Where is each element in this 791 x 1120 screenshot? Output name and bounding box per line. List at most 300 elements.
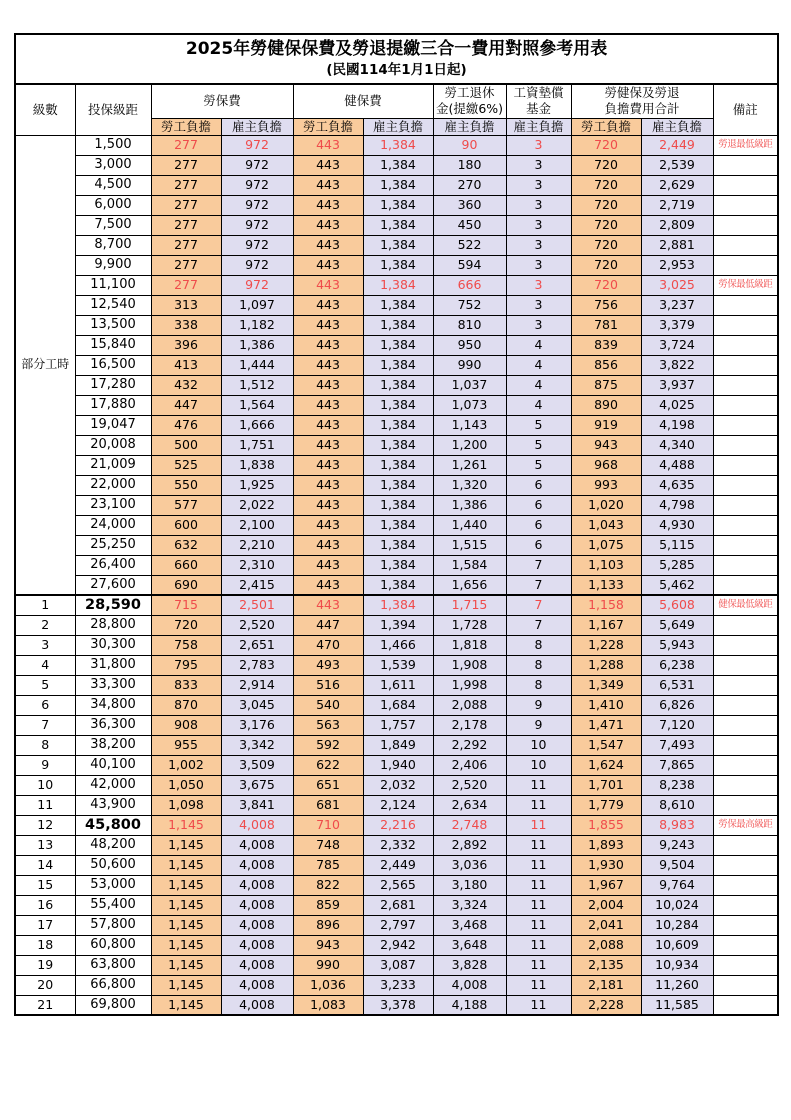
- value-cell: 720: [571, 235, 641, 255]
- value-cell: 1,145: [151, 895, 221, 915]
- level-cell: 8: [15, 735, 75, 755]
- remark-cell: [713, 335, 778, 355]
- value-cell: 447: [293, 615, 363, 635]
- value-cell: 3: [506, 155, 571, 175]
- value-cell: 5,649: [641, 615, 713, 635]
- value-cell: 1,384: [363, 435, 433, 455]
- value-cell: 443: [293, 555, 363, 575]
- table-row: [15, 355, 778, 375]
- value-cell: 7: [506, 555, 571, 575]
- bracket-cell: 33,300: [75, 675, 151, 695]
- table-row: [15, 855, 778, 875]
- value-cell: 11: [506, 835, 571, 855]
- value-cell: 2,228: [571, 995, 641, 1015]
- value-cell: 1,228: [571, 635, 641, 655]
- value-cell: 1,715: [433, 595, 506, 615]
- value-cell: 9,764: [641, 875, 713, 895]
- value-cell: 666: [433, 275, 506, 295]
- value-cell: 592: [293, 735, 363, 755]
- value-cell: 2,634: [433, 795, 506, 815]
- table-row: [15, 475, 778, 495]
- value-cell: 6: [506, 535, 571, 555]
- value-cell: 1,584: [433, 555, 506, 575]
- remark-cell: [713, 715, 778, 735]
- value-cell: 443: [293, 495, 363, 515]
- bracket-cell: 66,800: [75, 975, 151, 995]
- value-cell: 1,145: [151, 915, 221, 935]
- bracket-cell: 7,500: [75, 215, 151, 235]
- value-cell: 11: [506, 995, 571, 1015]
- table-row: [15, 575, 778, 595]
- value-cell: 1,167: [571, 615, 641, 635]
- bracket-cell: 53,000: [75, 875, 151, 895]
- value-cell: 1,384: [363, 155, 433, 175]
- remark-cell: [713, 855, 778, 875]
- value-cell: 6: [506, 495, 571, 515]
- value-cell: 1,143: [433, 415, 506, 435]
- value-cell: 2,041: [571, 915, 641, 935]
- value-cell: 4,008: [221, 995, 293, 1015]
- subheader-health-employer: 雇主負擔: [363, 118, 433, 135]
- value-cell: 11: [506, 955, 571, 975]
- value-cell: 1,384: [363, 275, 433, 295]
- value-cell: 9: [506, 695, 571, 715]
- value-cell: 6: [506, 515, 571, 535]
- table-row: [15, 995, 778, 1015]
- value-cell: 795: [151, 655, 221, 675]
- bracket-cell: 23,100: [75, 495, 151, 515]
- value-cell: 443: [293, 395, 363, 415]
- value-cell: 9,504: [641, 855, 713, 875]
- value-cell: 1,083: [293, 995, 363, 1015]
- pension-line1: 勞工退休: [444, 85, 495, 100]
- page-title: 2025年勞健保保費及勞退提繳三合一費用對照參考用表: [185, 39, 608, 60]
- value-cell: 3,937: [641, 375, 713, 395]
- value-cell: 1,320: [433, 475, 506, 495]
- value-cell: 277: [151, 235, 221, 255]
- remark-cell: [713, 755, 778, 775]
- remark-cell: [713, 215, 778, 235]
- value-cell: 11: [506, 855, 571, 875]
- bracket-cell: 69,800: [75, 995, 151, 1015]
- value-cell: 10: [506, 735, 571, 755]
- value-cell: 972: [221, 235, 293, 255]
- value-cell: 4,198: [641, 415, 713, 435]
- value-cell: 1,384: [363, 395, 433, 415]
- remark-cell: [713, 655, 778, 675]
- header-group-row: [15, 84, 778, 118]
- value-cell: 2,719: [641, 195, 713, 215]
- value-cell: 990: [433, 355, 506, 375]
- table-row: [15, 815, 778, 835]
- bracket-cell: 34,800: [75, 695, 151, 715]
- value-cell: 1,384: [363, 295, 433, 315]
- value-cell: 1,998: [433, 675, 506, 695]
- value-cell: 785: [293, 855, 363, 875]
- level-cell: 2: [15, 615, 75, 635]
- value-cell: 277: [151, 135, 221, 155]
- value-cell: 1,384: [363, 375, 433, 395]
- value-cell: 11: [506, 795, 571, 815]
- bracket-cell: 50,600: [75, 855, 151, 875]
- remark-cell: 健保最低級距: [713, 595, 778, 615]
- value-cell: 90: [433, 135, 506, 155]
- value-cell: 1,158: [571, 595, 641, 615]
- value-cell: 972: [221, 255, 293, 275]
- value-cell: 4,008: [433, 975, 506, 995]
- level-cell: 15: [15, 875, 75, 895]
- value-cell: 3,237: [641, 295, 713, 315]
- remark-cell: [713, 695, 778, 715]
- table-row: [15, 755, 778, 775]
- value-cell: 1,471: [571, 715, 641, 735]
- value-cell: 1,384: [363, 335, 433, 355]
- value-cell: 1,384: [363, 535, 433, 555]
- remark-cell: [713, 355, 778, 375]
- value-cell: 6,826: [641, 695, 713, 715]
- value-cell: 972: [221, 155, 293, 175]
- value-cell: 443: [293, 595, 363, 615]
- remark-cell: [713, 515, 778, 535]
- value-cell: 4,008: [221, 895, 293, 915]
- wage-fund-line2: 基金: [525, 101, 551, 117]
- value-cell: 651: [293, 775, 363, 795]
- value-cell: 3,828: [433, 955, 506, 975]
- bracket-cell: 40,100: [75, 755, 151, 775]
- bracket-cell: 6,000: [75, 195, 151, 215]
- table-title-cell: [15, 34, 778, 84]
- value-cell: 1,684: [363, 695, 433, 715]
- value-cell: 1,050: [151, 775, 221, 795]
- bracket-cell: 36,300: [75, 715, 151, 735]
- value-cell: 3,233: [363, 975, 433, 995]
- table-row: [15, 955, 778, 975]
- value-cell: 7: [506, 595, 571, 615]
- value-cell: 3: [506, 135, 571, 155]
- value-cell: 2,501: [221, 595, 293, 615]
- value-cell: 5,285: [641, 555, 713, 575]
- value-cell: 3: [506, 315, 571, 335]
- subheader-pension-employer: 雇主負擔: [433, 118, 506, 135]
- value-cell: 1,908: [433, 655, 506, 675]
- table-row: [15, 435, 778, 455]
- value-cell: 10,934: [641, 955, 713, 975]
- value-cell: 2,124: [363, 795, 433, 815]
- value-cell: 476: [151, 415, 221, 435]
- value-cell: 3,648: [433, 935, 506, 955]
- value-cell: 2,520: [433, 775, 506, 795]
- bracket-cell: 31,800: [75, 655, 151, 675]
- value-cell: 968: [571, 455, 641, 475]
- bracket-cell: 12,540: [75, 295, 151, 315]
- value-cell: 8,983: [641, 815, 713, 835]
- value-cell: 2,088: [571, 935, 641, 955]
- remark-cell: [713, 435, 778, 455]
- value-cell: 11: [506, 815, 571, 835]
- level-cell: 17: [15, 915, 75, 935]
- bracket-cell: 15,840: [75, 335, 151, 355]
- value-cell: 1,384: [363, 255, 433, 275]
- remark-cell: [713, 875, 778, 895]
- value-cell: 1,261: [433, 455, 506, 475]
- value-cell: 660: [151, 555, 221, 575]
- value-cell: 1,547: [571, 735, 641, 755]
- table-row: [15, 615, 778, 635]
- value-cell: 4,798: [641, 495, 713, 515]
- value-cell: 3: [506, 175, 571, 195]
- value-cell: 3: [506, 235, 571, 255]
- subheader-total-employer: 雇主負擔: [641, 118, 713, 135]
- value-cell: 919: [571, 415, 641, 435]
- value-cell: 720: [571, 155, 641, 175]
- wage-fund-line1: 工資墊償: [513, 85, 564, 100]
- value-cell: 3,025: [641, 275, 713, 295]
- value-cell: 6,531: [641, 675, 713, 695]
- value-cell: 1,925: [221, 475, 293, 495]
- value-cell: 1,384: [363, 215, 433, 235]
- value-cell: 550: [151, 475, 221, 495]
- level-cell: 9: [15, 755, 75, 775]
- bracket-cell: 20,008: [75, 435, 151, 455]
- table-row: [15, 655, 778, 675]
- value-cell: 2,210: [221, 535, 293, 555]
- value-cell: 2,449: [641, 135, 713, 155]
- value-cell: 4: [506, 375, 571, 395]
- value-cell: 1,539: [363, 655, 433, 675]
- bracket-cell: 38,200: [75, 735, 151, 755]
- value-cell: 875: [571, 375, 641, 395]
- value-cell: 1,384: [363, 475, 433, 495]
- remark-cell: [713, 495, 778, 515]
- bracket-cell: 48,200: [75, 835, 151, 855]
- value-cell: 1,386: [433, 495, 506, 515]
- value-cell: 8,238: [641, 775, 713, 795]
- part-time-label-cell: 部分工時: [15, 135, 75, 595]
- value-cell: 10,284: [641, 915, 713, 935]
- value-cell: 720: [571, 255, 641, 275]
- remark-cell: 勞保最低級距: [713, 275, 778, 295]
- value-cell: 522: [433, 235, 506, 255]
- table-row: [15, 975, 778, 995]
- bracket-cell: 55,400: [75, 895, 151, 915]
- value-cell: 943: [571, 435, 641, 455]
- bracket-cell: 25,250: [75, 535, 151, 555]
- table-row: [15, 135, 778, 155]
- value-cell: 2,629: [641, 175, 713, 195]
- table-row: [15, 595, 778, 615]
- value-cell: 1,701: [571, 775, 641, 795]
- value-cell: 1,384: [363, 515, 433, 535]
- remark-cell: [713, 295, 778, 315]
- value-cell: 2,809: [641, 215, 713, 235]
- table-row: [15, 555, 778, 575]
- value-cell: 10,024: [641, 895, 713, 915]
- value-cell: 1,145: [151, 875, 221, 895]
- value-cell: 5,115: [641, 535, 713, 555]
- remark-cell: [713, 415, 778, 435]
- value-cell: 1,656: [433, 575, 506, 595]
- value-cell: 443: [293, 455, 363, 475]
- value-cell: 450: [433, 215, 506, 235]
- value-cell: 11: [506, 935, 571, 955]
- value-cell: 516: [293, 675, 363, 695]
- value-cell: 1,930: [571, 855, 641, 875]
- value-cell: 822: [293, 875, 363, 895]
- value-cell: 632: [151, 535, 221, 555]
- value-cell: 1,036: [293, 975, 363, 995]
- value-cell: 4: [506, 335, 571, 355]
- value-cell: 4,008: [221, 935, 293, 955]
- value-cell: 2,292: [433, 735, 506, 755]
- value-cell: 9: [506, 715, 571, 735]
- col-header-total: [571, 84, 713, 118]
- value-cell: 859: [293, 895, 363, 915]
- value-cell: 1,751: [221, 435, 293, 455]
- col-header-remark: 備註: [713, 84, 778, 135]
- value-cell: 1,466: [363, 635, 433, 655]
- value-cell: 1,384: [363, 235, 433, 255]
- bracket-cell: 3,000: [75, 155, 151, 175]
- value-cell: 1,611: [363, 675, 433, 695]
- value-cell: 1,757: [363, 715, 433, 735]
- table-row: [15, 195, 778, 215]
- bracket-cell: 11,100: [75, 275, 151, 295]
- value-cell: 1,410: [571, 695, 641, 715]
- value-cell: 2,892: [433, 835, 506, 855]
- value-cell: 1,384: [363, 355, 433, 375]
- value-cell: 4,008: [221, 875, 293, 895]
- value-cell: 2,539: [641, 155, 713, 175]
- table-row: [15, 255, 778, 275]
- bracket-cell: 21,009: [75, 455, 151, 475]
- bracket-cell: 43,900: [75, 795, 151, 815]
- remark-cell: [713, 235, 778, 255]
- table-row: [15, 875, 778, 895]
- value-cell: 3,045: [221, 695, 293, 715]
- value-cell: 1,097: [221, 295, 293, 315]
- bracket-cell: 13,500: [75, 315, 151, 335]
- value-cell: 1,384: [363, 575, 433, 595]
- value-cell: 908: [151, 715, 221, 735]
- table-row: [15, 455, 778, 475]
- table-row: [15, 275, 778, 295]
- value-cell: 2,681: [363, 895, 433, 915]
- table-row: [15, 415, 778, 435]
- value-cell: 360: [433, 195, 506, 215]
- value-cell: 1,145: [151, 955, 221, 975]
- table-row: [15, 795, 778, 815]
- remark-cell: [713, 975, 778, 995]
- value-cell: 338: [151, 315, 221, 335]
- value-cell: 1,145: [151, 975, 221, 995]
- value-cell: 752: [433, 295, 506, 315]
- value-cell: 1,020: [571, 495, 641, 515]
- value-cell: 810: [433, 315, 506, 335]
- bracket-cell: 42,000: [75, 775, 151, 795]
- value-cell: 2,797: [363, 915, 433, 935]
- value-cell: 3: [506, 295, 571, 315]
- remark-cell: [713, 475, 778, 495]
- value-cell: 1,145: [151, 835, 221, 855]
- table-row: [15, 335, 778, 355]
- value-cell: 1,512: [221, 375, 293, 395]
- value-cell: 8: [506, 635, 571, 655]
- value-cell: 443: [293, 355, 363, 375]
- value-cell: 1,444: [221, 355, 293, 375]
- level-cell: 16: [15, 895, 75, 915]
- value-cell: 756: [571, 295, 641, 315]
- value-cell: 1,384: [363, 455, 433, 475]
- value-cell: 7,120: [641, 715, 713, 735]
- remark-cell: [713, 155, 778, 175]
- value-cell: 1,893: [571, 835, 641, 855]
- value-cell: 277: [151, 275, 221, 295]
- remark-cell: 勞保最高級距: [713, 815, 778, 835]
- value-cell: 3,036: [433, 855, 506, 875]
- value-cell: 3,342: [221, 735, 293, 755]
- value-cell: 493: [293, 655, 363, 675]
- value-cell: 443: [293, 315, 363, 335]
- value-cell: 3,180: [433, 875, 506, 895]
- remark-cell: 勞退最低級距: [713, 135, 778, 155]
- bracket-cell: 17,880: [75, 395, 151, 415]
- value-cell: 3,675: [221, 775, 293, 795]
- value-cell: 955: [151, 735, 221, 755]
- value-cell: 2,178: [433, 715, 506, 735]
- subheader-health-employee: 勞工負擔: [293, 118, 363, 135]
- value-cell: 443: [293, 375, 363, 395]
- value-cell: 4,008: [221, 835, 293, 855]
- table-row: [15, 735, 778, 755]
- value-cell: 4,488: [641, 455, 713, 475]
- value-cell: 4,635: [641, 475, 713, 495]
- value-cell: 4,008: [221, 815, 293, 835]
- value-cell: 1,940: [363, 755, 433, 775]
- value-cell: 443: [293, 175, 363, 195]
- value-cell: 4,008: [221, 975, 293, 995]
- value-cell: 2,783: [221, 655, 293, 675]
- value-cell: 443: [293, 155, 363, 175]
- table-body: [15, 135, 778, 1015]
- level-cell: 10: [15, 775, 75, 795]
- value-cell: 1,145: [151, 995, 221, 1015]
- value-cell: 720: [571, 275, 641, 295]
- level-cell: 1: [15, 595, 75, 615]
- value-cell: 4,340: [641, 435, 713, 455]
- col-header-level: 級數: [15, 84, 75, 135]
- value-cell: 2,216: [363, 815, 433, 835]
- value-cell: 9,243: [641, 835, 713, 855]
- remark-cell: [713, 255, 778, 275]
- value-cell: 2,953: [641, 255, 713, 275]
- table-row: [15, 235, 778, 255]
- value-cell: 720: [571, 195, 641, 215]
- value-cell: 443: [293, 475, 363, 495]
- level-cell: 20: [15, 975, 75, 995]
- value-cell: 443: [293, 515, 363, 535]
- level-cell: 19: [15, 955, 75, 975]
- value-cell: 2,914: [221, 675, 293, 695]
- value-cell: 2,032: [363, 775, 433, 795]
- value-cell: 2,565: [363, 875, 433, 895]
- value-cell: 5: [506, 455, 571, 475]
- value-cell: 690: [151, 575, 221, 595]
- bracket-cell: 16,500: [75, 355, 151, 375]
- level-cell: 12: [15, 815, 75, 835]
- value-cell: 600: [151, 515, 221, 535]
- remark-cell: [713, 195, 778, 215]
- value-cell: 720: [571, 135, 641, 155]
